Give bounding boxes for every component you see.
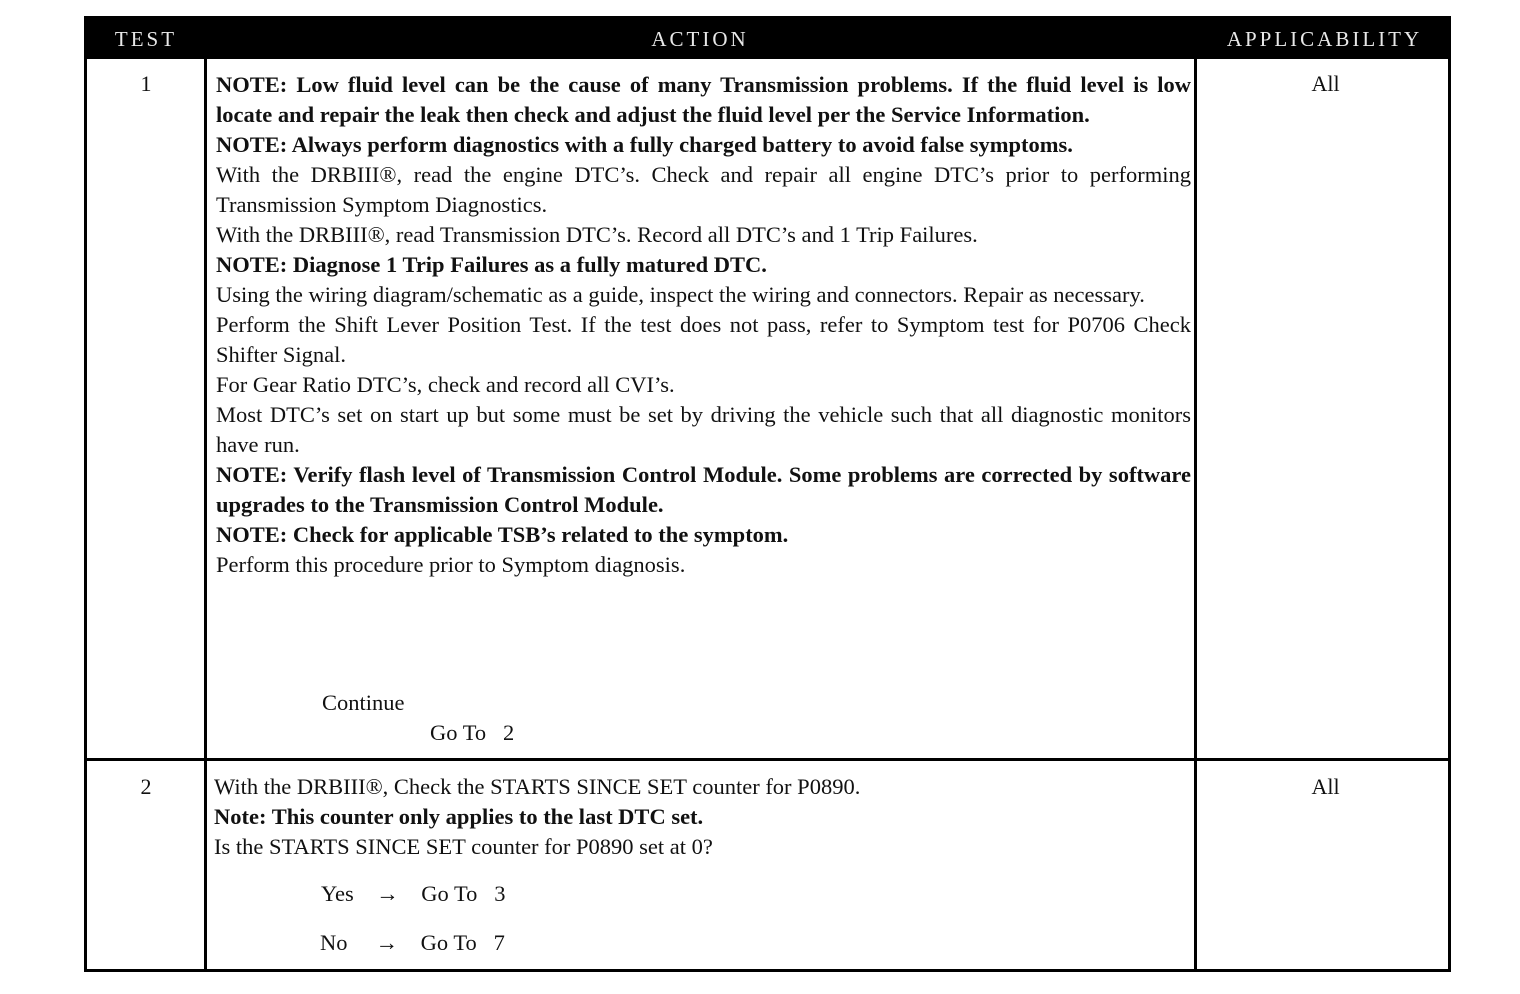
table-header xyxy=(87,19,1448,59)
yes-label: Yes xyxy=(321,881,354,906)
no-goto-link[interactable] xyxy=(320,930,505,956)
goto-label: Go To xyxy=(430,720,487,745)
note-line: NOTE: Always perform diagnostics with a fully charged battery to avoid false symptoms. xyxy=(216,132,1073,157)
question-line: Is the STARTS SINCE SET counter for P0890 set at 0? xyxy=(214,834,713,859)
instruction-line: Perform this procedure prior to Symptom diagnosis. xyxy=(216,552,686,577)
goto-target: 3 xyxy=(494,881,506,906)
note-line: NOTE: Verify flash level of Transmission Control Module. Some problems are corrected by software upgrades to the Transmission Control Module. xyxy=(216,462,1191,517)
row-divider xyxy=(87,758,1448,761)
applicability-value: All xyxy=(1311,774,1340,799)
diagnostic-table xyxy=(84,16,1451,972)
note-line: Note: This counter only applies to the last DTC set. xyxy=(214,804,704,829)
column-divider xyxy=(204,59,207,972)
note-line: NOTE: Low fluid level can be the cause of many Transmission problems. If the fluid level is low locate and repair the leak then check and adjust the fluid level per the Service Information. xyxy=(216,72,1191,127)
yes-goto-link[interactable] xyxy=(321,881,506,907)
arrow-icon: → xyxy=(375,930,399,955)
instruction-line: Most DTC’s set on start up but some must be set by driving the vehicle such that all diagnostic monitors have run. xyxy=(216,402,1191,457)
applicability-value: All xyxy=(1311,71,1340,96)
continue-label: Continue xyxy=(322,690,405,715)
note-line: NOTE: Check for applicable TSB’s related to the symptom. xyxy=(216,522,789,547)
instruction-line: With the DRBIII®, read Transmission DTC’s. Record all DTC’s and 1 Trip Failures. xyxy=(216,222,978,247)
instruction-line: With the DRBIII®, read the engine DTC’s. Check and repair all engine DTC’s prior to performing Transmission Symptom Diagnostics. xyxy=(216,162,1191,217)
instruction-line: Using the wiring diagram/schematic as a guide, inspect the wiring and connectors. Repair as necessary. xyxy=(216,282,1145,307)
note-line: NOTE: Diagnose 1 Trip Failures as a fully matured DTC. xyxy=(216,252,767,277)
test-number: 1 xyxy=(140,71,152,96)
header-applicability: APPLICABILITY xyxy=(1226,27,1423,51)
test-number: 2 xyxy=(140,774,152,799)
column-divider xyxy=(1194,59,1197,972)
instruction-line: For Gear Ratio DTC’s, check and record all CVI’s. xyxy=(216,372,675,397)
goto-label: Go To xyxy=(420,930,477,955)
goto-target: 7 xyxy=(493,930,505,955)
header-test: TEST xyxy=(114,27,178,51)
no-label: No xyxy=(320,930,348,955)
instruction-line: Perform the Shift Lever Position Test. If the test does not pass, refer to Symptom test for P0706 Check Shifter Signal. xyxy=(216,312,1191,367)
instruction-line: With the DRBIII®, Check the STARTS SINCE SET counter for P0890. xyxy=(214,774,861,799)
goto-target: 2 xyxy=(503,720,515,745)
action-text xyxy=(216,70,1191,580)
goto-link[interactable] xyxy=(430,720,514,746)
header-action: ACTION xyxy=(651,27,749,51)
action-text xyxy=(214,772,1189,862)
arrow-icon: → xyxy=(376,881,399,906)
goto-label: Go To xyxy=(421,881,478,906)
